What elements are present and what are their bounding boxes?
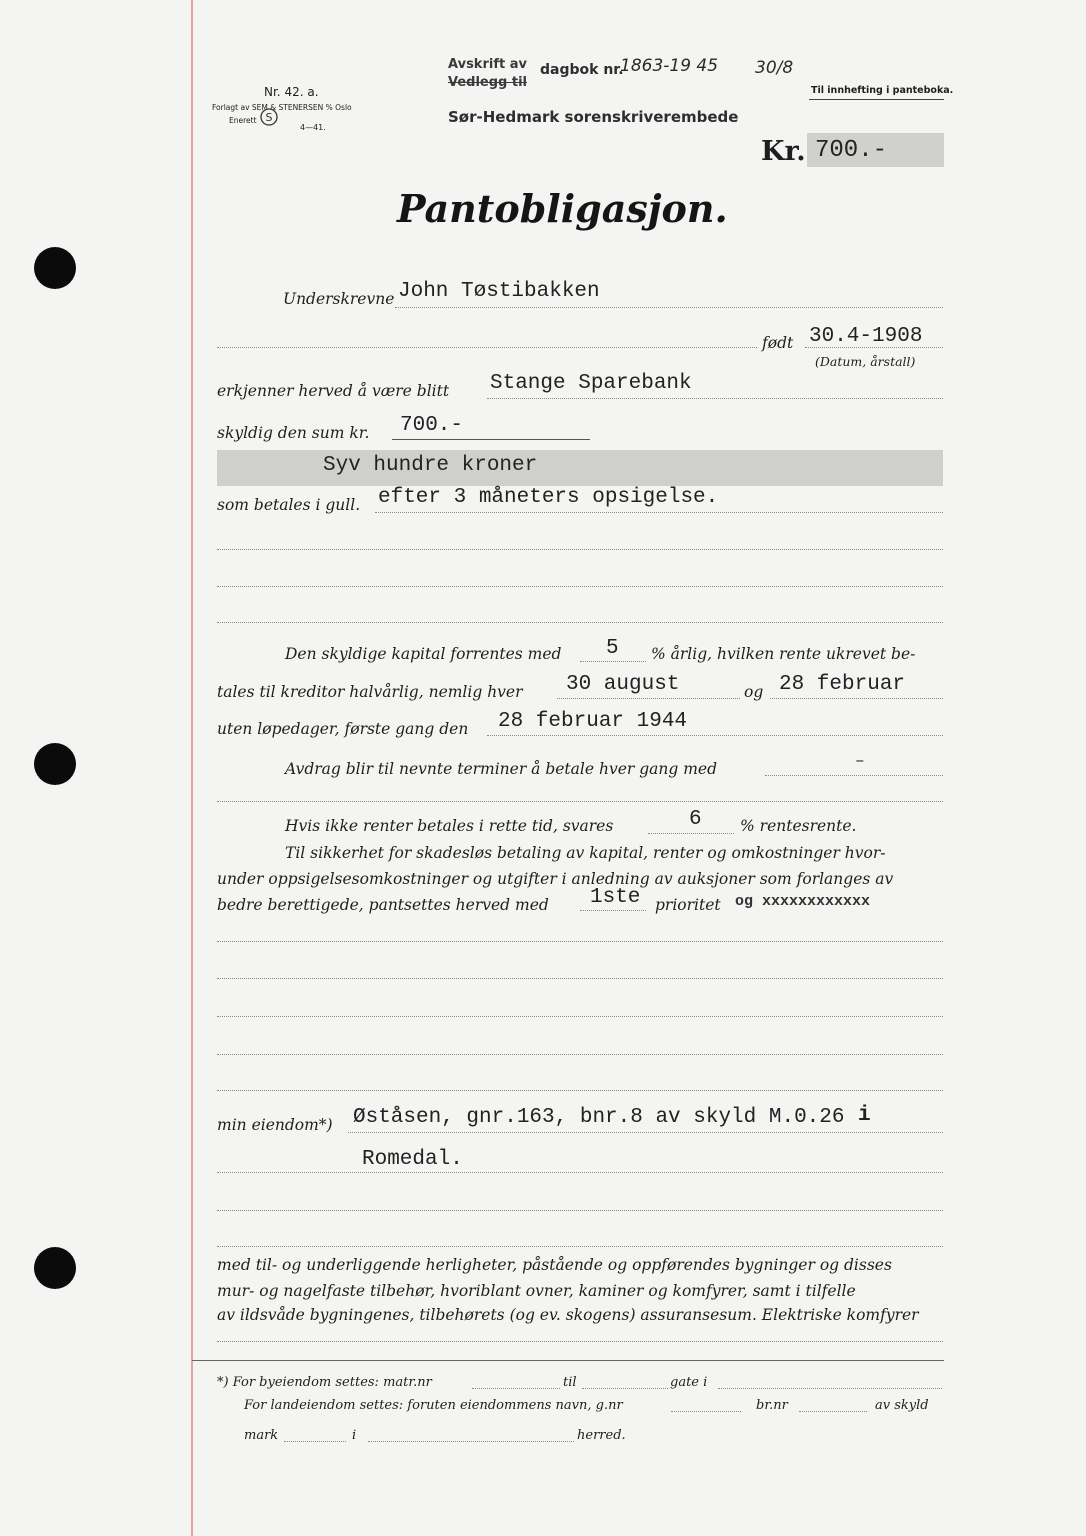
security-line-3a: bedre berettigede, pantsettes herved med (217, 896, 549, 914)
debt-line (392, 439, 590, 440)
footnote-line-2b: br.nr (756, 1398, 788, 1413)
creditor-name: Stange Sparebank (490, 372, 692, 395)
dagbok-date: 30/8 (755, 58, 794, 78)
struck-text: og xxxxxxxxxxxx (735, 893, 871, 910)
blank-line-6 (217, 978, 943, 979)
late-text-2: % rentesrente. (740, 817, 857, 835)
interest-text-1: Den skyldige kapital forrentes med (285, 645, 562, 663)
property-line-2 (217, 1172, 943, 1173)
punch-hole-middle (34, 743, 76, 785)
margin-rule (191, 0, 193, 1536)
interest-rate-line (580, 661, 646, 662)
footnote-line-3c: herred. (577, 1428, 626, 1443)
footnote-line-2a: For landeiendom settes: foruten eiendommens navn, g.nr (244, 1398, 623, 1413)
paid-label: som betales i gull. (217, 496, 361, 514)
kr-value: 700.- (815, 137, 888, 164)
blank-line-4 (217, 801, 943, 802)
form-date: 4—41. (300, 123, 326, 132)
blank-line-10 (217, 1210, 943, 1211)
og-word: og (744, 683, 764, 701)
footnote-dots-1a (472, 1388, 560, 1389)
first-payment-label: uten løpedager, første gang den (217, 720, 469, 738)
footnote-dots-1b (582, 1388, 668, 1389)
priority-line (580, 910, 646, 911)
footnote-line-3a: mark (244, 1428, 279, 1443)
publisher-logo-icon (260, 108, 278, 126)
term-date-1: 30 august (566, 673, 680, 696)
first-payment-line (487, 735, 943, 736)
avdrag-label: Avdrag blir til nevnte terminer å betale hver gang med (285, 760, 717, 778)
blank-line-5 (217, 941, 943, 942)
late-text-1: Hvis ikke renter betales i rette tid, svares (285, 817, 614, 835)
late-rate: 6 (689, 808, 702, 831)
term-date-1-line (557, 698, 740, 699)
born-date: 30.4-1908 (809, 325, 923, 348)
avdrag-line (765, 775, 943, 776)
debtor-name: John Tøstibakken (398, 280, 600, 303)
priority-value: 1ste (590, 886, 641, 909)
property-label: min eiendom*) (217, 1116, 333, 1134)
amount-words: Syv hundre kroner (323, 454, 538, 477)
footnote-line-2c: av skyld (875, 1398, 929, 1413)
footnote-dots-2a (671, 1411, 741, 1412)
born-left-line (217, 347, 757, 348)
security-line-3b: prioritet (655, 896, 721, 914)
footnote-line-1b: til (563, 1375, 577, 1390)
interest-rate: 5 (606, 637, 619, 660)
undersign-line (395, 307, 943, 308)
svg-text:S: S (265, 111, 273, 124)
blank-line-11 (217, 1246, 943, 1247)
property-suffix: i (858, 1104, 871, 1127)
footnote-dots-2b (799, 1411, 867, 1412)
property-municipality: Romedal. (362, 1148, 463, 1171)
appurtenance-line-1: med til- og underliggende herligheter, påstående og oppførendes bygninger og disses (217, 1256, 892, 1274)
dagbok-label: dagbok nr. (540, 62, 624, 78)
term-date-2: 28 februar (779, 673, 906, 696)
footnote-rule (192, 1360, 944, 1361)
blank-line-3 (217, 622, 943, 623)
blank-line-12 (217, 1341, 943, 1342)
kr-label: Kr. (761, 136, 806, 167)
born-right-line (805, 347, 943, 348)
blank-line-2 (217, 586, 943, 587)
footnote-dots-3b (368, 1441, 574, 1442)
struck-avskrift: Avskrift av (448, 57, 527, 72)
paid-terms: efter 3 måneters opsigelse. (378, 486, 719, 509)
footnote-line-1c: gate i (670, 1375, 708, 1390)
debt-label: skyldig den sum kr. (217, 424, 370, 442)
office-name: Sør-Hedmark sorenskriverembede (448, 108, 739, 126)
blank-line-7 (217, 1016, 943, 1017)
creditor-line (487, 398, 943, 399)
interest-text-2: % årlig, hvilken rente ukrevet be- (651, 645, 916, 663)
footnote-line-1a: *) For byeiendom settes: matr.nr (217, 1375, 432, 1390)
avdrag-value: – (855, 752, 865, 770)
acknowledge-label: erkjenner herved å være blitt (217, 382, 450, 400)
undersign-label: Underskrevne (283, 290, 395, 308)
struck-vedlegg: Vedlegg til (448, 75, 528, 90)
appurtenance-line-2: mur- og nagelfaste tilbehør, hvoriblant ovner, kaminer og komfyrer, samt i tilfelle (217, 1282, 856, 1300)
first-payment-date: 28 februar 1944 (498, 710, 688, 733)
dagbok-number: 1863-19 45 (620, 56, 719, 76)
footnote-dots-1c (718, 1388, 942, 1389)
security-line-1: Til sikkerhet for skadesløs betaling av kapital, renter og omkostninger hvor- (285, 844, 886, 862)
form-number: Nr. 42. a. (264, 85, 319, 99)
debt-amount: 700.- (400, 414, 464, 437)
appurtenance-line-3: av ildsvåde bygningenes, tilbehørets (og ev. skogens) assuransesum. Elektriske komfyrer (217, 1306, 919, 1324)
born-label: født (762, 334, 794, 352)
paid-line (375, 512, 943, 513)
blank-line-1 (217, 549, 943, 550)
interest-text-3: tales til kreditor halvårlig, nemlig hver (217, 683, 523, 701)
security-line-2: under oppsigelsesomkostninger og utgifter i anledning av auksjoner som forlanges av (217, 870, 894, 888)
punch-hole-bottom (34, 1247, 76, 1289)
right-note: Til innhefting i panteboka. (811, 85, 954, 96)
blank-line-8 (217, 1054, 943, 1055)
property-line (348, 1132, 943, 1133)
property-description: Øståsen, gnr.163, bnr.8 av skyld M.0.26 (353, 1106, 845, 1129)
footnote-dots-3a (284, 1441, 346, 1442)
publisher-line: Forlagt av SEM & STENERSEN % Oslo (212, 103, 352, 112)
publisher-rights: Enerett (229, 116, 257, 125)
blank-line-9 (217, 1090, 943, 1091)
term-date-2-line (770, 698, 943, 699)
late-rate-line (648, 833, 734, 834)
punch-hole-top (34, 247, 76, 289)
right-note-rule (809, 99, 944, 100)
footnote-line-3b: i (352, 1428, 357, 1443)
page-title: Pantobligasjon. (397, 186, 728, 231)
born-hint: (Datum, årstall) (815, 354, 916, 369)
